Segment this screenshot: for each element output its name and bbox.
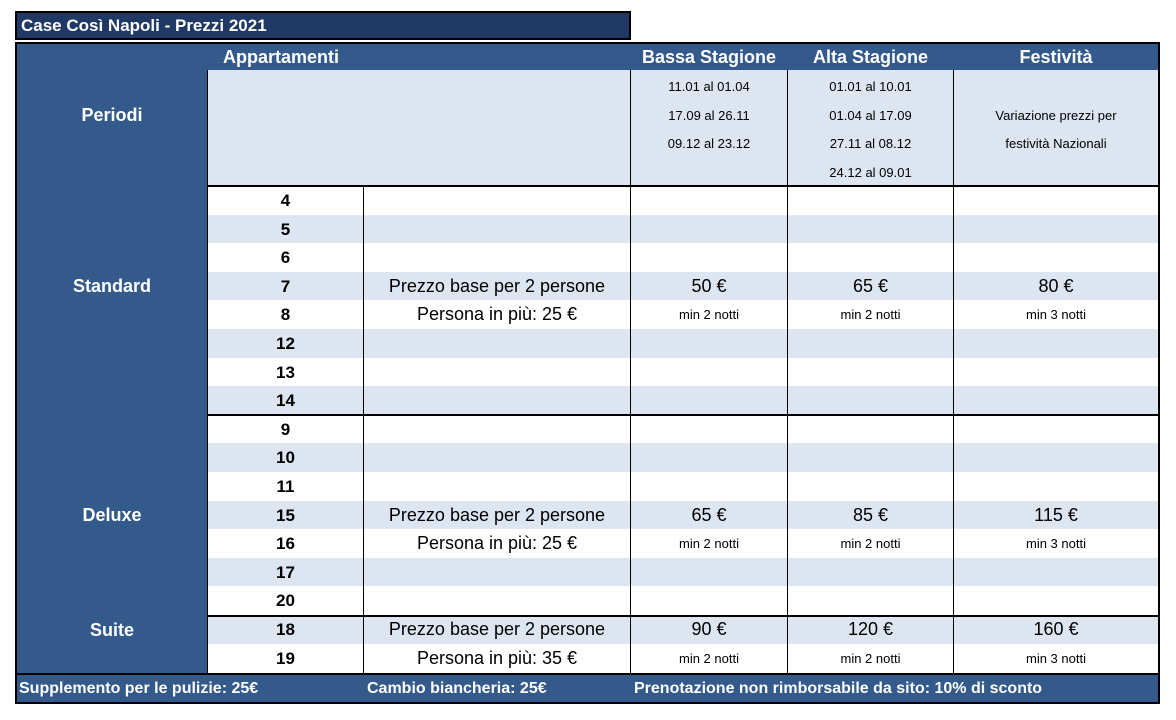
category-standard: Standard xyxy=(72,276,151,296)
periodi-label: Periodi xyxy=(81,105,143,125)
standard-bassa-price: 50 € xyxy=(691,275,727,296)
apartment-number: 9 xyxy=(280,419,291,439)
periodi-bassa-3: 09.12 al 23.12 xyxy=(667,136,751,151)
periodi-alta-3: 27.11 al 08.12 xyxy=(829,136,912,151)
apartment-number: 17 xyxy=(276,562,295,582)
periodi-alta-4: 24.12 al 09.01 xyxy=(829,165,912,180)
periodi-bassa-2: 17.09 al 26.11 xyxy=(668,108,750,123)
apartment-number: 5 xyxy=(280,219,291,239)
deluxe-bassa-price: 65 € xyxy=(691,504,727,525)
deluxe-alta-price: 85 € xyxy=(852,504,889,525)
header-bassa-stagione: Bassa Stagione xyxy=(641,47,777,67)
apartment-number: 6 xyxy=(280,248,291,268)
standard-base-price-note: Prezzo base per 2 persone xyxy=(388,275,606,296)
apartment-number: 8 xyxy=(280,305,291,325)
apartment-number: 20 xyxy=(276,591,295,611)
category-suite: Suite xyxy=(89,620,134,640)
standard-festivita-min: min 3 notti xyxy=(1026,307,1086,323)
footer-linen-change: Cambio biancheria: 25€ xyxy=(367,680,547,697)
periodi-bassa-1: 11.01 al 01.04 xyxy=(668,79,750,94)
standard-festivita-price: 80 € xyxy=(1038,275,1074,296)
suite-bassa-min: min 2 notti xyxy=(679,650,739,666)
apartment-number: 19 xyxy=(276,648,295,668)
category-deluxe: Deluxe xyxy=(82,505,142,525)
suite-festivita-price: 160 € xyxy=(1033,619,1079,639)
deluxe-festivita-price: 115 € xyxy=(1034,504,1078,525)
grid-line xyxy=(787,70,788,673)
periodi-festivita-2: festività Nazionali xyxy=(1005,136,1107,151)
grid-line xyxy=(630,70,631,673)
apartment-number: 13 xyxy=(276,362,295,382)
grid-line xyxy=(15,673,1160,675)
apartment-number: 7 xyxy=(280,276,291,296)
footer-cleaning-supplement: Supplemento per le pulizie: 25€ xyxy=(19,680,259,697)
header-festivita: Festività xyxy=(1019,47,1093,67)
standard-extra-person-note: Persona in più: 25 € xyxy=(416,304,578,325)
standard-alta-min: min 2 notti xyxy=(840,307,901,323)
apartment-number: 16 xyxy=(276,534,295,554)
periodi-festivita-1: Variazione prezzi per xyxy=(995,108,1117,123)
apartment-number: 10 xyxy=(276,448,295,468)
sheet-title: Case Così Napoli - Prezzi 2021 xyxy=(15,11,631,40)
periodi-alta-2: 01.04 al 17.09 xyxy=(829,108,912,123)
deluxe-alta-min: min 2 notti xyxy=(840,536,901,552)
header-alta-stagione: Alta Stagione xyxy=(812,47,928,67)
apartment-number: 14 xyxy=(276,391,295,411)
apartment-number: 18 xyxy=(276,620,295,639)
deluxe-extra-person-note: Persona in più: 25 € xyxy=(416,533,578,554)
suite-festivita-min: min 3 notti xyxy=(1026,650,1086,666)
footer-booking-discount: Prenotazione non rimborsabile da sito: 10% di sconto xyxy=(634,680,1043,697)
standard-alta-price: 65 € xyxy=(852,275,889,296)
apartment-number: 11 xyxy=(276,477,295,496)
apartment-number: 12 xyxy=(276,334,295,353)
deluxe-bassa-min: min 2 notti xyxy=(679,536,739,552)
suite-alta-min: min 2 notti xyxy=(840,650,901,666)
suite-bassa-price: 90 € xyxy=(691,619,727,639)
suite-base-price-note: Prezzo base per 2 persone xyxy=(388,619,606,639)
suite-alta-price: 120 € xyxy=(847,619,894,639)
suite-extra-person-note: Persona in più: 35 € xyxy=(416,647,578,668)
deluxe-festivita-min: min 3 notti xyxy=(1026,536,1086,552)
grid-line xyxy=(953,70,954,673)
apartment-number: 4 xyxy=(280,191,291,210)
deluxe-base-price-note: Prezzo base per 2 persone xyxy=(388,504,606,525)
standard-bassa-min: min 2 notti xyxy=(679,307,739,323)
periodi-alta-1: 01.01 al 10.01 xyxy=(829,79,912,94)
header-appartamenti: Appartamenti xyxy=(223,47,340,67)
apartment-number: 15 xyxy=(276,505,295,525)
